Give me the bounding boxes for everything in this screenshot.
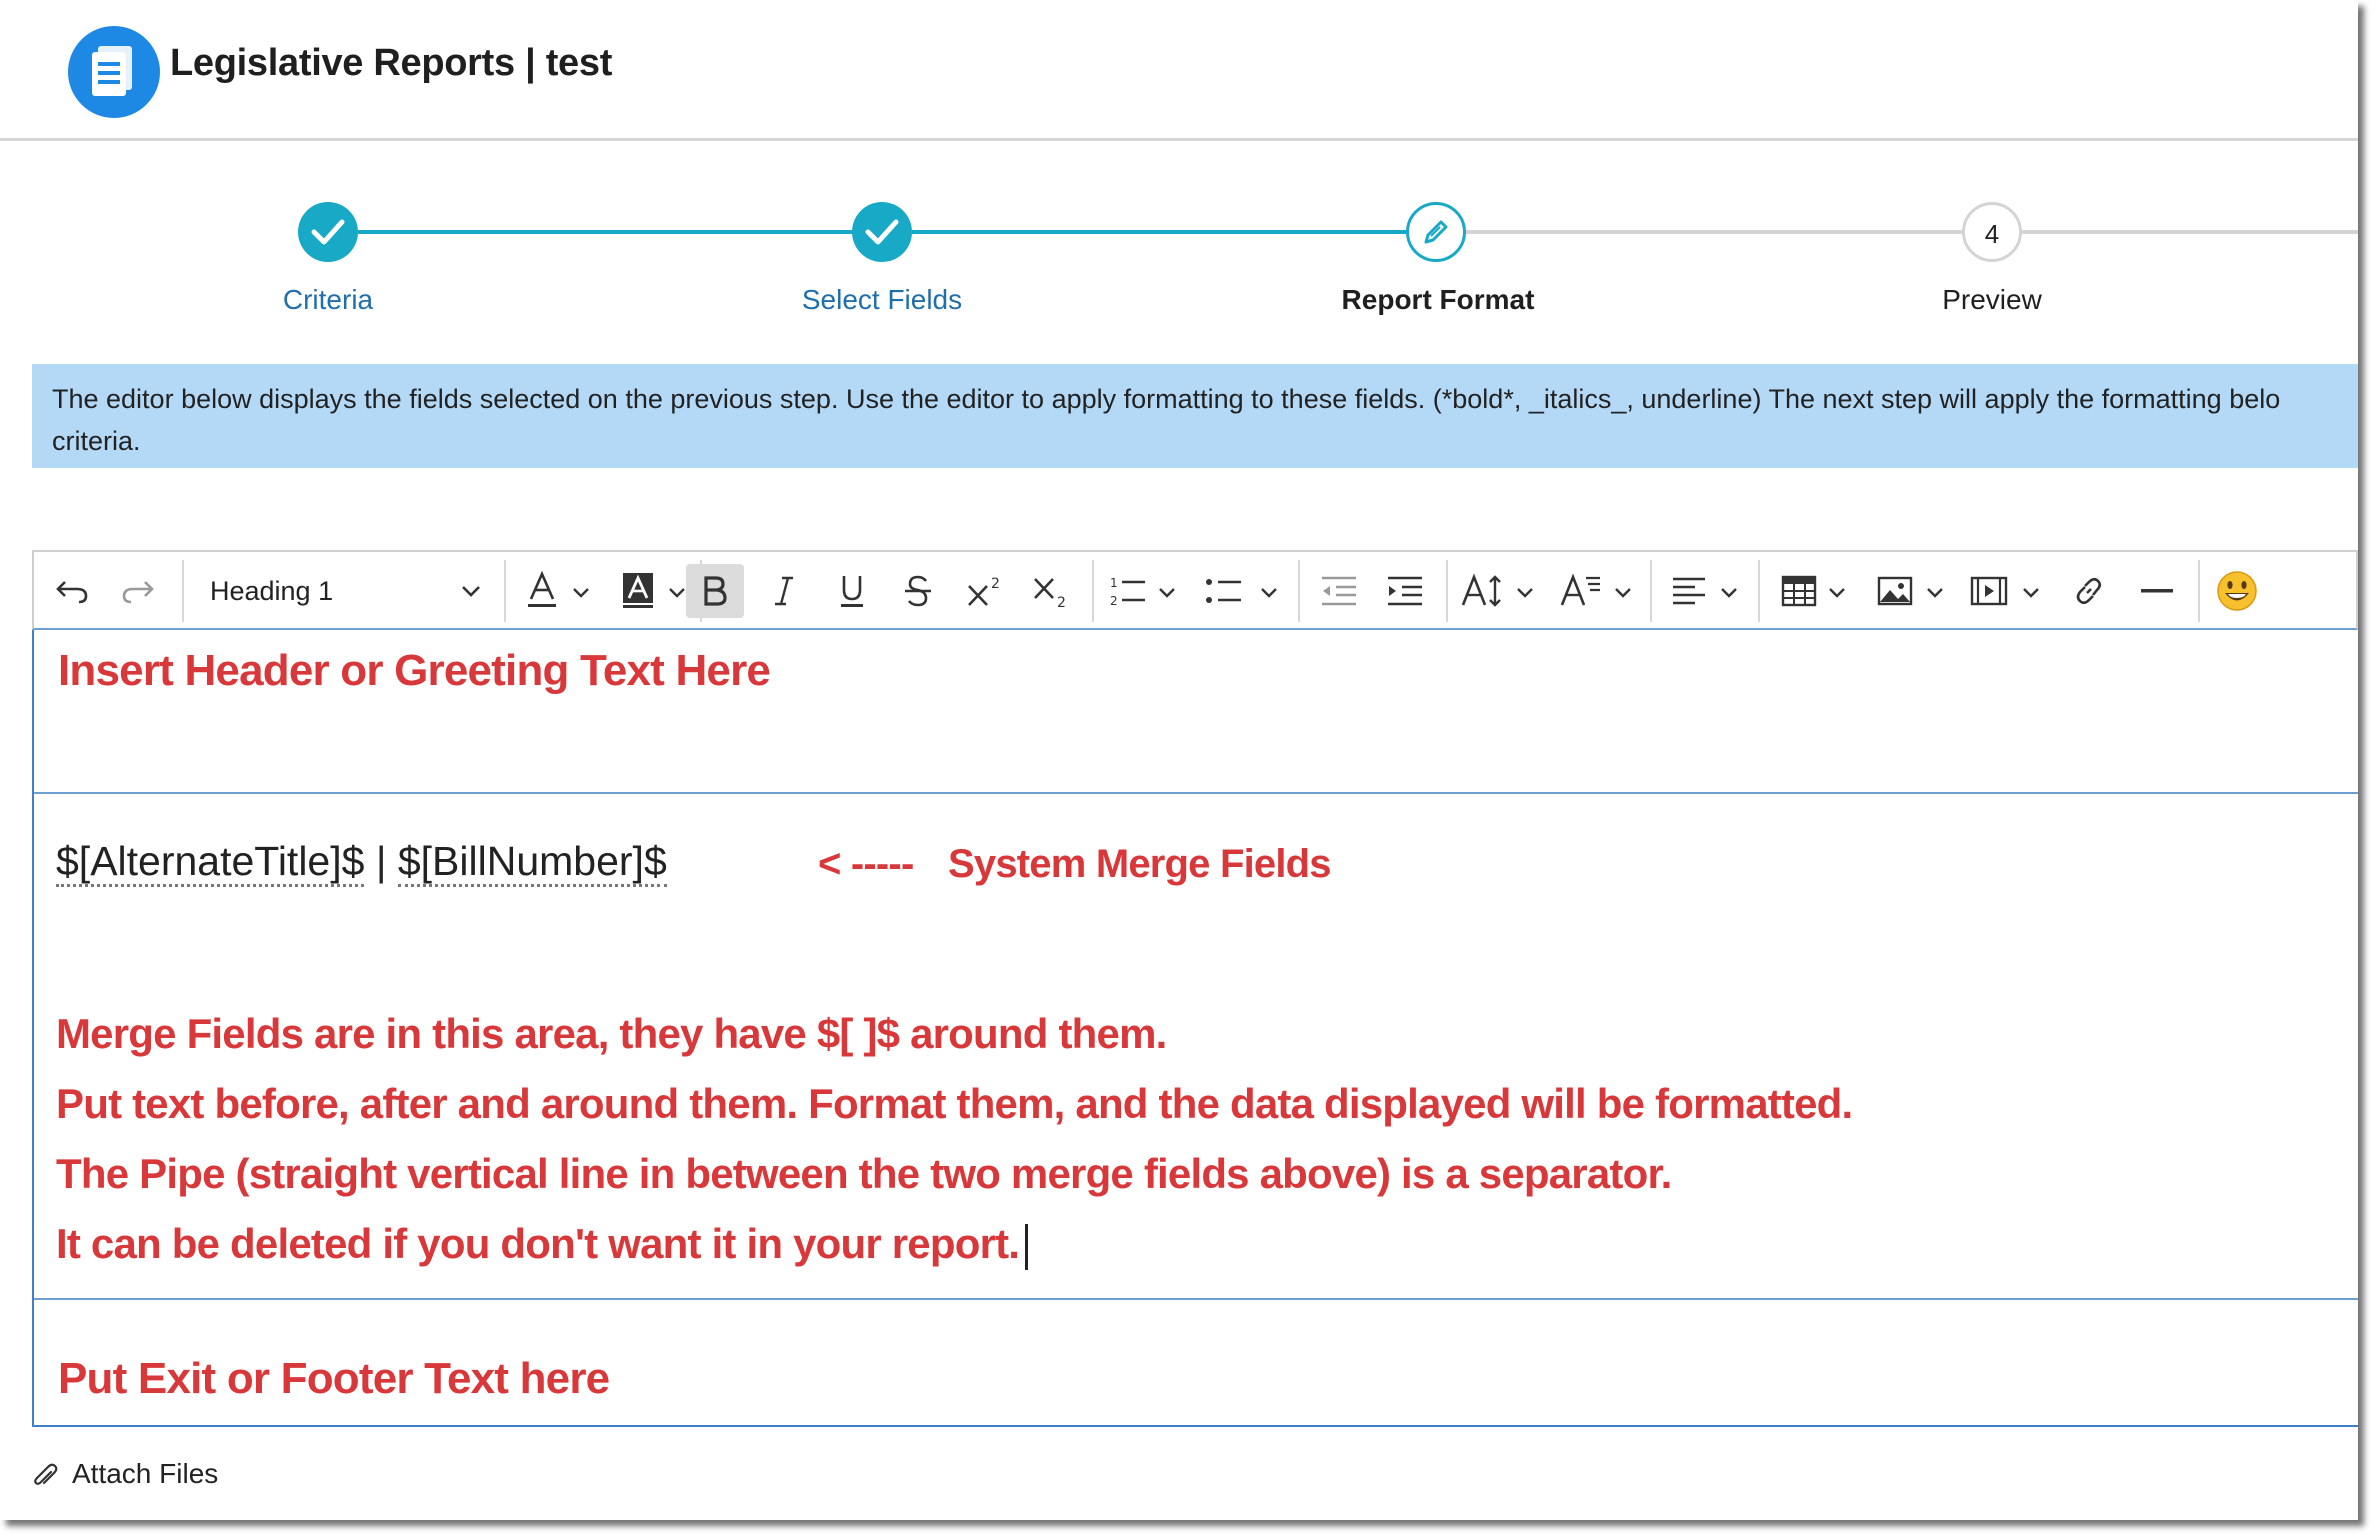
toolbar-divider	[182, 560, 184, 622]
toolbar-divider	[1298, 560, 1300, 622]
svg-text:1: 1	[1110, 576, 1118, 590]
chevron-down-icon[interactable]	[1254, 572, 1284, 612]
superscript-button[interactable]	[958, 564, 1014, 618]
undo-icon	[55, 578, 89, 604]
emoji-button[interactable]	[2210, 564, 2264, 618]
heading-dropdown-value: Heading 1	[210, 576, 334, 606]
step-label-select-fields[interactable]: Select Fields	[801, 284, 963, 315]
step-connector	[1466, 230, 1978, 234]
align-left-icon	[1671, 576, 1707, 606]
subscript-button[interactable]	[1024, 564, 1080, 618]
app-logo	[68, 26, 160, 118]
heading-dropdown[interactable]	[204, 564, 490, 618]
bold-icon	[702, 575, 728, 607]
merge-fields-line[interactable]	[56, 838, 667, 885]
banner-text-line1: The editor below displays the fields selected on the previous step. Use the editor to apply formatting to these fields. (*bold*, _italics_, underline) The next step will apply the formatting belo	[52, 384, 2281, 414]
underline-icon	[839, 574, 865, 608]
table-icon	[1781, 575, 1817, 607]
rich-text-editor[interactable]	[32, 630, 2358, 1427]
step-connector	[2020, 230, 2358, 234]
font-size-icon	[1461, 573, 1505, 609]
outdent-icon	[1320, 575, 1358, 607]
strikethrough-button[interactable]	[892, 564, 944, 618]
step-number: 4	[1984, 219, 2000, 249]
underline-button[interactable]	[826, 564, 878, 618]
insert-media-button[interactable]	[1964, 564, 2014, 618]
svg-text:2: 2	[991, 576, 1000, 592]
font-family-button[interactable]	[1556, 564, 1606, 618]
italic-button[interactable]	[758, 564, 810, 618]
outdent-button[interactable]	[1314, 564, 1364, 618]
chevron-down-icon	[460, 584, 482, 598]
footer-text-block[interactable]: Put Exit or Footer Text here	[58, 1354, 610, 1403]
video-icon	[1970, 576, 2008, 606]
banner-text-line2: criteria.	[52, 426, 141, 456]
info-banner	[32, 364, 2358, 468]
toolbar-divider	[1092, 560, 1094, 622]
chevron-down-icon[interactable]	[1714, 572, 1744, 612]
text-cursor	[1025, 1224, 1028, 1270]
instruction-line-3: The Pipe (straight vertical line in between the two merge fields above) is a separator.	[56, 1150, 1672, 1197]
chevron-down-icon[interactable]	[1822, 572, 1852, 612]
toolbar-divider	[2198, 560, 2200, 622]
step-connector	[912, 230, 1424, 234]
highlight-color-icon	[622, 571, 654, 611]
svg-text:2: 2	[1110, 594, 1118, 608]
italic-icon	[772, 575, 796, 607]
background-color-button[interactable]	[616, 564, 660, 618]
attach-files-label: Attach Files	[72, 1458, 219, 1489]
system-merge-fields-note: System Merge Fields	[948, 842, 1331, 886]
insert-table-button[interactable]	[1774, 564, 1824, 618]
step-report-format-current[interactable]	[1406, 202, 1466, 262]
font-color-icon	[526, 571, 558, 611]
undo-button[interactable]	[44, 564, 100, 618]
emoji-icon	[2216, 570, 2258, 612]
toolbar-divider	[1650, 560, 1652, 622]
check-icon	[311, 217, 345, 247]
indent-button[interactable]	[1380, 564, 1430, 618]
merge-arrow-annotation: < -----	[818, 842, 914, 886]
strikethrough-icon	[904, 575, 932, 607]
step-label-report-format: Report Format	[1341, 284, 1535, 315]
app-header	[0, 0, 2358, 141]
svg-text:2: 2	[1057, 595, 1066, 608]
bold-button[interactable]	[686, 564, 744, 618]
align-button[interactable]	[1664, 564, 1714, 618]
step-select-fields-check[interactable]	[852, 202, 912, 262]
toolbar-divider	[504, 560, 506, 622]
toolbar-divider	[1758, 560, 1760, 622]
instruction-line-2: Put text before, after and around them. Format them, and the data displayed will be formatted.	[56, 1080, 1853, 1127]
image-icon	[1877, 576, 1913, 606]
redo-icon	[121, 578, 155, 604]
font-color-button[interactable]	[520, 564, 564, 618]
merge-field-bill-number[interactable]: $[BillNumber]$	[398, 838, 667, 887]
numbered-list-icon	[1109, 574, 1147, 608]
pencil-icon	[1420, 216, 1452, 248]
chevron-down-icon[interactable]	[1608, 572, 1638, 612]
chevron-down-icon[interactable]	[1920, 572, 1950, 612]
subscript-icon	[1032, 574, 1072, 608]
merge-field-alternate-title[interactable]: $[AlternateTitle]$	[56, 838, 364, 887]
chevron-down-icon[interactable]	[2016, 572, 2046, 612]
font-family-icon	[1560, 573, 1602, 609]
merge-fields-section[interactable]	[34, 792, 2358, 1300]
chevron-down-icon[interactable]	[1152, 572, 1182, 612]
insert-link-button[interactable]	[2064, 564, 2114, 618]
horizontal-line-icon	[2140, 586, 2174, 596]
font-size-button[interactable]	[1458, 564, 1508, 618]
instruction-line-1: Merge Fields are in this area, they have $[ ]$ around them.	[56, 1010, 1167, 1057]
pipe-separator: |	[364, 838, 398, 884]
toolbar-divider	[1446, 560, 1448, 622]
bulleted-list-icon	[1205, 574, 1243, 608]
superscript-icon	[966, 574, 1006, 608]
editor-toolbar	[32, 550, 2358, 630]
document-icon	[88, 44, 140, 100]
chevron-down-icon[interactable]	[1510, 572, 1540, 612]
app-title: Legislative Reports | test	[170, 42, 613, 84]
instruction-line-4	[56, 1220, 1028, 1270]
instruction-line-4-text: It can be deleted if you don't want it in your report.	[56, 1220, 1020, 1267]
chevron-down-icon[interactable]	[566, 572, 596, 612]
step-label-criteria[interactable]: Criteria	[282, 284, 374, 315]
redo-button[interactable]	[110, 564, 166, 618]
paperclip-icon	[32, 1462, 58, 1490]
check-icon	[865, 217, 899, 247]
step-criteria-check[interactable]	[298, 202, 358, 262]
header-text-block[interactable]: Insert Header or Greeting Text Here	[58, 646, 771, 695]
step-label-preview[interactable]: Preview	[1942, 284, 2042, 315]
indent-icon	[1386, 575, 1424, 607]
bulleted-list-button[interactable]	[1202, 564, 1246, 618]
horizontal-line-button[interactable]	[2132, 564, 2182, 618]
link-icon	[2072, 574, 2106, 608]
numbered-list-button[interactable]	[1106, 564, 1150, 618]
step-preview-number[interactable]	[1962, 202, 2022, 262]
insert-image-button[interactable]	[1870, 564, 1920, 618]
step-connector	[358, 230, 870, 234]
